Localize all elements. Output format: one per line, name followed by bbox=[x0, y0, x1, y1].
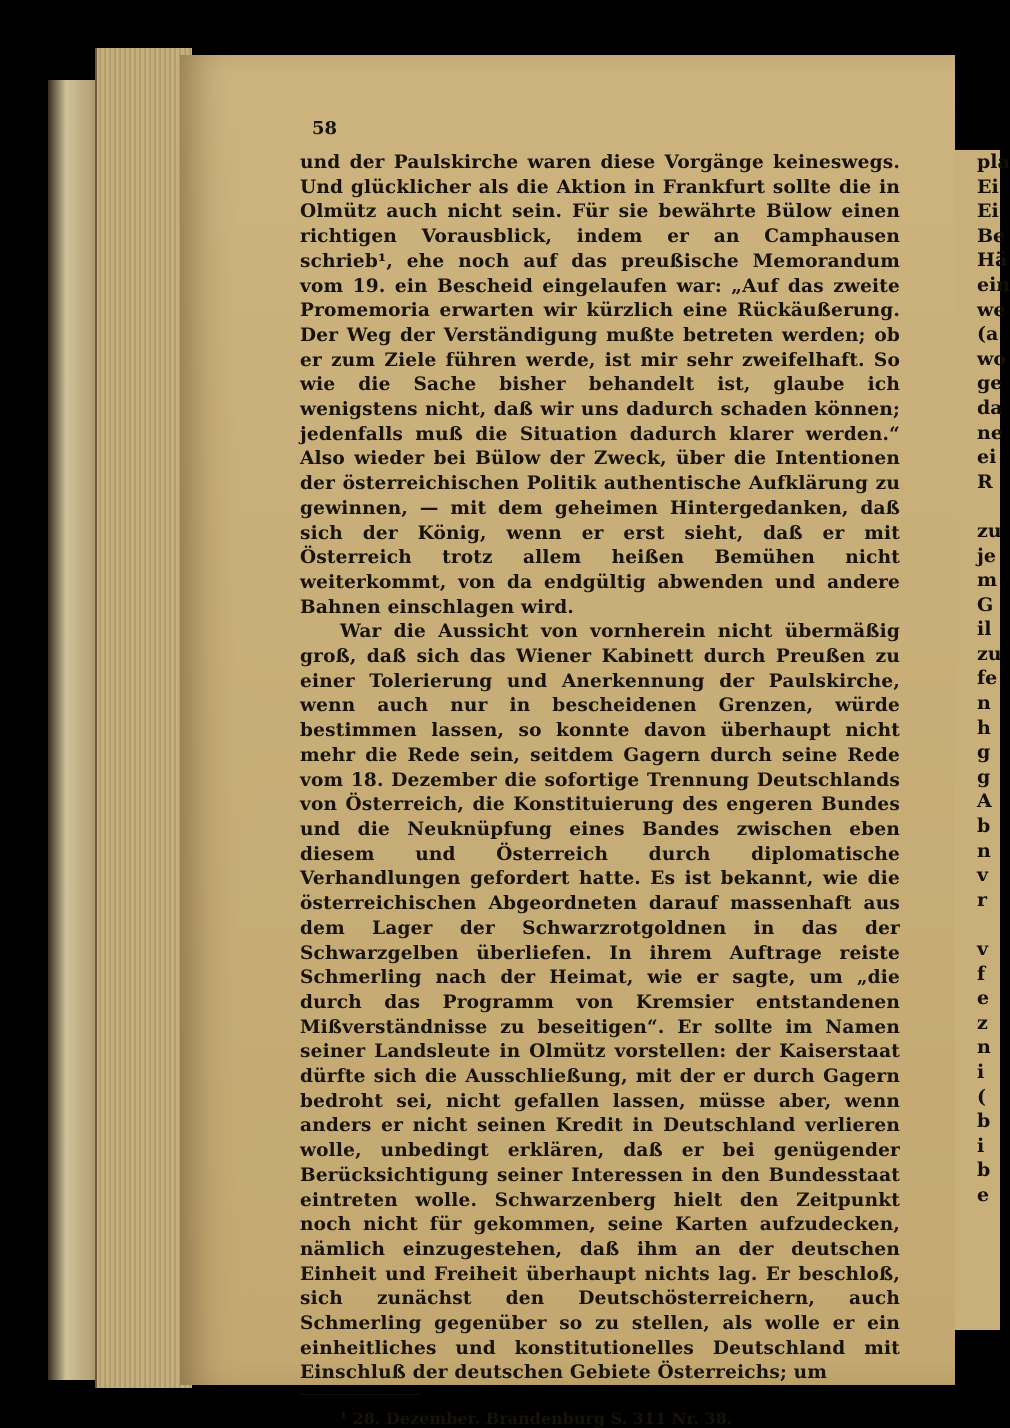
facing-page-line bbox=[955, 912, 1000, 937]
facing-page-line: m bbox=[977, 569, 998, 592]
facing-page-line: ein bbox=[977, 273, 1010, 296]
facing-page-fragment bbox=[955, 150, 1010, 1330]
facing-page-line: da bbox=[977, 396, 1003, 419]
facing-page-line: we bbox=[977, 298, 1006, 321]
facing-page-line: zu bbox=[977, 519, 1002, 542]
facing-page-line: b bbox=[977, 1159, 991, 1182]
facing-page-line: Ei bbox=[977, 175, 999, 198]
facing-page-line: e bbox=[977, 987, 990, 1010]
footnote: ¹ 28. Dezember. Brandenburg S. 311 Nr. 38. bbox=[340, 1409, 733, 1428]
facing-page-line: e bbox=[977, 1183, 990, 1206]
facing-page-line: z bbox=[977, 1011, 988, 1034]
facing-page-line: (a bbox=[977, 323, 999, 346]
facing-page-line: wo bbox=[977, 347, 1007, 370]
facing-page-line: Hä bbox=[977, 249, 1008, 272]
facing-page-line bbox=[955, 494, 1000, 519]
facing-page-line: n bbox=[977, 692, 991, 715]
page-stack-edge bbox=[95, 48, 192, 1388]
facing-page-line: i bbox=[977, 1134, 985, 1157]
page-content bbox=[300, 118, 900, 1428]
page-number: 58 bbox=[312, 118, 338, 139]
facing-page-line: g bbox=[977, 741, 991, 764]
facing-page-line: Ei bbox=[977, 200, 999, 223]
facing-page-line: n bbox=[977, 1036, 991, 1059]
facing-page-line: v bbox=[977, 938, 989, 960]
facing-page-line: zu bbox=[977, 642, 1002, 665]
footnote-rule bbox=[300, 1394, 420, 1395]
paragraph-2: War die Aussicht von vornherein nicht übermäßig groß, daß sich das Wiener Kabinett durch Preußen zu einer Tolerierung und Anerkennung der Paulskirche, wenn auch nur in bescheidenen Grenzen, würde bestimmen lassen, so konnte davon überhaupt nicht mehr die Rede sein, seitdem Gagern durch seine Rede vom 18. Dezember die sofortige Trennung Deutschlands von Österreich, die Konstituierung des engeren Bundes und die Neuknüpfung eines Bandes zwischen eben diesem und Österreich durch diplomatische Verhandlungen gefordert hatte. Es ist bekannt, wie die österreichischen Abgeordneten darauf massenhaft aus dem Lager der Schwarzrotgoldnen in das der Schwarzgelben überliefen. In ihrem Auftrage reiste Schmerling nach der Heimat, wie er sagte, um „die durch das Programm von Kremsier entstandenen Mißverständnisse zu beseitigen“. Er sollte im Namen seiner Landsleute in Olmütz vorstellen: der Kaiserstaat dürfte sich die Ausschließung, mit der er durch Gagern bedroht sei, nicht gefallen lassen, müsse aber, wenn anders er nicht seinen Kredit in Deutschland verlieren wolle, unbedingt erklären, daß er bei genügender Berücksichtigung seiner Interessen in den Bundesstaat eintreten wolle. Schwarzenberg hielt den Zeitpunkt noch nicht für gekommen, seine Karten aufzudecken, nämlich einzugestehen, daß ihm an der deutschen Einheit und Freiheit überhaupt nichts lag. Er beschloß, sich zunächst den Deutschösterreichern, auch Schmerling gegenüber so zu stellen, als wolle er ein einheitliches und konstitutionelles Deutschland mit Einschluß der deutschen Gebiete Österreichs; um bbox=[300, 621, 900, 1384]
facing-page-line: je bbox=[977, 544, 996, 567]
facing-page-line: pla bbox=[977, 151, 1010, 173]
facing-page-line: R bbox=[977, 470, 993, 493]
facing-page-line: g bbox=[977, 765, 991, 788]
facing-page-line: ne bbox=[977, 421, 1003, 444]
facing-page-line: v bbox=[977, 864, 989, 887]
facing-page-line: il bbox=[977, 618, 992, 641]
facing-page-line: ( bbox=[977, 1085, 986, 1108]
paragraph-1: und der Paulskirche waren diese Vorgänge keineswegs. Und glücklicher als die Aktion in Frankfurt sollte die in Olmütz auch nicht sein. Für sie bewährte Bülow einen richtigen Vorausblick, indem er an Camphausen schrieb¹, ehe noch auf das preußische Memorandum vom 19. ein Bescheid eingelaufen war: „Auf das zweite Promemoria erwarten wir kürzlich eine Rückäußerung. Der Weg der Verständigung mußte betreten werden; ob er zum Ziele führen werde, ist mir sehr zweifelhaft. So wie die Sache bisher behandelt ist, glaube ich wenigstens nicht, daß wir uns dadurch schaden können; jedenfalls muß die Situation dadurch klarer werden.“ Also wieder bei Bülow der Zweck, über die Intentionen der österreichischen Politik authentische Aufklärung zu gewinnen, — mit dem geheimen Hintergedanken, daß sich der König, wenn er erst sieht, daß er mit Österreich trotz allem heißen Bemühen nicht weiterkommt, von da endgültig abwenden und andere Bahnen einschlagen wird. bbox=[300, 152, 900, 618]
facing-page-line: b bbox=[977, 1110, 991, 1133]
facing-page-line: n bbox=[977, 839, 991, 862]
facing-page-line: h bbox=[977, 716, 991, 739]
facing-page-line: ei bbox=[977, 446, 997, 469]
facing-page-line: b bbox=[977, 815, 991, 838]
facing-page-line: i bbox=[977, 1060, 985, 1083]
facing-page-line: Be bbox=[977, 224, 1006, 247]
facing-page-line: ge bbox=[977, 372, 1003, 395]
facing-page-line: fe bbox=[977, 667, 998, 690]
facing-page-line: A bbox=[977, 790, 992, 813]
facing-page-line: r bbox=[977, 888, 988, 911]
facing-page-line: G bbox=[977, 593, 994, 616]
facing-page-line: f bbox=[977, 962, 986, 985]
